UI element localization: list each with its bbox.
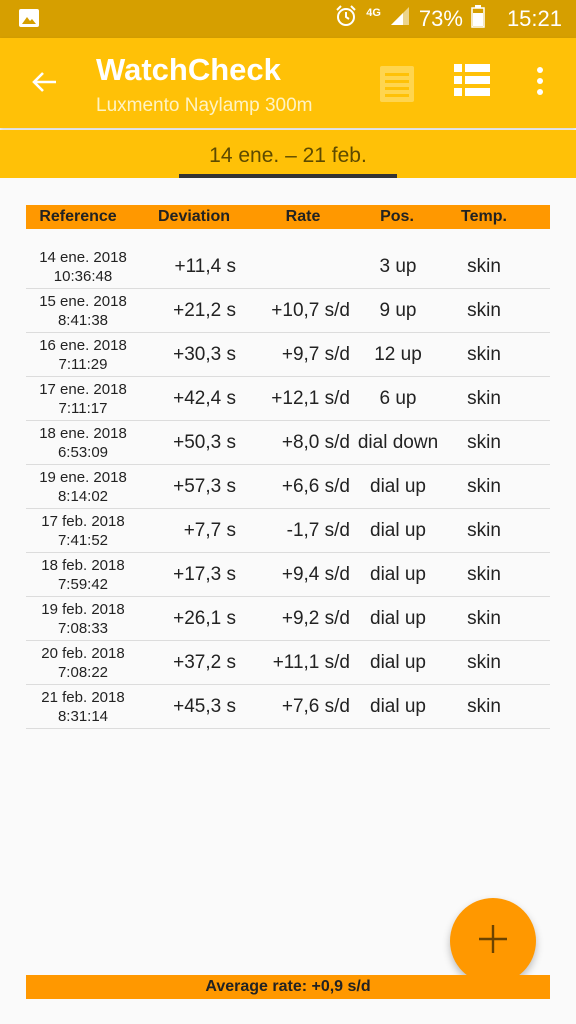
position-cell: dial up (370, 475, 426, 497)
reference-date: 14 ene. 2018 (39, 248, 127, 266)
list-view-button[interactable] (452, 62, 500, 106)
header-rate: Rate (285, 208, 321, 225)
deviation-cell: +11,4 s (174, 255, 236, 277)
rate-cell: +9,4 s/d (281, 563, 350, 585)
reference-time: 6:53:09 (57, 443, 109, 461)
battery-percent: 73% (418, 6, 463, 31)
deviation-cell: +42,4 s (173, 387, 236, 409)
measurement-list (26, 245, 550, 729)
notes-button[interactable] (375, 62, 419, 106)
app-bar (0, 38, 576, 128)
reference-cell (26, 685, 140, 728)
position-cell: 9 up (379, 299, 417, 321)
position-cell: 3 up (379, 255, 417, 277)
gallery-notification-icon (18, 8, 40, 28)
table-row[interactable] (26, 377, 550, 421)
temperature-cell: skin (467, 387, 501, 409)
status-bar (0, 0, 576, 38)
watch-subtitle: Luxmento Naylamp 300m (96, 95, 313, 116)
table-row[interactable] (26, 597, 550, 641)
reference-time: 7:41:52 (57, 531, 109, 549)
reference-date: 17 ene. 2018 (39, 380, 127, 398)
reference-time: 7:11:29 (58, 355, 108, 373)
table-row[interactable] (26, 289, 550, 333)
reference-cell (26, 553, 140, 596)
rate-cell: +6,6 s/d (281, 475, 350, 497)
reference-date: 19 ene. 2018 (39, 468, 127, 486)
reference-date: 20 feb. 2018 (41, 644, 125, 662)
arrow-back-icon (30, 68, 58, 101)
deviation-cell: +21,2 s (173, 299, 236, 321)
average-rate-bar: Average rate: +0,9 s/d (26, 975, 550, 999)
temperature-cell: skin (467, 695, 501, 717)
reference-cell (26, 377, 140, 420)
reference-time: 8:31:14 (57, 707, 109, 725)
table-row[interactable] (26, 509, 550, 553)
temperature-cell: skin (467, 299, 501, 321)
header-reference: Reference (39, 208, 117, 225)
deviation-cell: +45,3 s (173, 695, 236, 717)
rate-cell: +10,7 s/d (271, 299, 350, 321)
header-deviation: Deviation (157, 208, 230, 225)
list-icon (452, 85, 492, 102)
reference-date: 19 feb. 2018 (41, 600, 125, 618)
back-button[interactable] (20, 62, 68, 106)
position-cell: dial up (370, 695, 426, 717)
position-cell: 12 up (374, 343, 422, 365)
reference-cell (26, 465, 140, 508)
app-title: WatchCheck (96, 52, 281, 87)
position-cell: dial down (357, 431, 439, 453)
deviation-cell: +37,2 s (173, 651, 236, 673)
reference-date: 21 feb. 2018 (41, 688, 125, 706)
tab-indicator (179, 174, 397, 178)
notes-icon (375, 93, 419, 110)
temperature-cell: skin (467, 607, 501, 629)
reference-date: 18 ene. 2018 (39, 424, 127, 442)
reference-time: 8:41:38 (57, 311, 109, 329)
deviation-cell: +26,1 s (173, 607, 236, 629)
position-cell: dial up (370, 607, 426, 629)
temperature-cell: skin (467, 651, 501, 673)
header-temperature: Temp. (461, 208, 507, 225)
temperature-cell: skin (467, 475, 501, 497)
reference-time: 7:59:42 (57, 575, 109, 593)
table-header (26, 205, 550, 229)
deviation-cell: +7,7 s (183, 519, 236, 541)
rate-cell: +8,0 s/d (281, 431, 350, 453)
overflow-menu-button[interactable] (528, 62, 552, 106)
rate-cell: +12,1 s/d (271, 387, 350, 409)
table-row[interactable] (26, 245, 550, 289)
battery-icon (471, 4, 485, 34)
rate-cell: +9,2 s/d (281, 607, 350, 629)
rate-cell: +11,1 s/d (272, 651, 350, 673)
signal-icon (389, 5, 411, 33)
table-row[interactable] (26, 685, 550, 729)
reference-time: 7:08:22 (57, 663, 109, 681)
position-cell: dial up (370, 563, 426, 585)
reference-cell (26, 421, 140, 464)
reference-cell (26, 641, 140, 684)
reference-time: 7:11:17 (58, 399, 108, 417)
table-row[interactable] (26, 465, 550, 509)
reference-time: 10:36:48 (53, 267, 113, 285)
rate-cell (248, 245, 350, 288)
network-type-label: 4G (366, 7, 381, 19)
table-row[interactable] (26, 421, 550, 465)
table-row[interactable] (26, 553, 550, 597)
temperature-cell: skin (467, 563, 501, 585)
rate-cell: -1,7 s/d (286, 519, 350, 541)
reference-cell (26, 333, 140, 376)
deviation-cell: +17,3 s (173, 563, 236, 585)
plus-icon (476, 922, 510, 961)
temperature-cell: skin (467, 343, 501, 365)
rate-cell: +7,6 s/d (281, 695, 350, 717)
reference-cell (26, 245, 140, 288)
rate-cell: +9,7 s/d (281, 343, 350, 365)
deviation-cell: +30,3 s (173, 343, 236, 365)
reference-time: 7:08:33 (57, 619, 109, 637)
deviation-cell: +50,3 s (173, 431, 236, 453)
reference-cell (26, 509, 140, 552)
reference-cell (26, 289, 140, 332)
temperature-cell: skin (467, 255, 501, 277)
reference-cell (26, 597, 140, 640)
period-tab-bar (0, 130, 576, 178)
temperature-cell: skin (467, 431, 501, 453)
add-measurement-button[interactable] (450, 898, 536, 984)
reference-date: 16 ene. 2018 (39, 336, 127, 354)
deviation-cell: +57,3 s (173, 475, 236, 497)
position-cell: dial up (370, 651, 426, 673)
reference-date: 15 ene. 2018 (39, 292, 127, 310)
table-row[interactable] (26, 641, 550, 685)
header-position: Pos. (380, 208, 414, 225)
reference-date: 18 feb. 2018 (41, 556, 125, 574)
reference-time: 8:14:02 (57, 487, 109, 505)
table-row[interactable] (26, 333, 550, 377)
more-vert-icon (528, 89, 552, 106)
position-cell: 6 up (379, 387, 417, 409)
tab-period[interactable]: 14 ene. – 21 feb. (209, 144, 367, 167)
reference-date: 17 feb. 2018 (41, 512, 125, 530)
position-cell: dial up (370, 519, 426, 541)
clock: 15:21 (506, 6, 562, 31)
temperature-cell: skin (467, 519, 501, 541)
alarm-icon (334, 4, 358, 34)
